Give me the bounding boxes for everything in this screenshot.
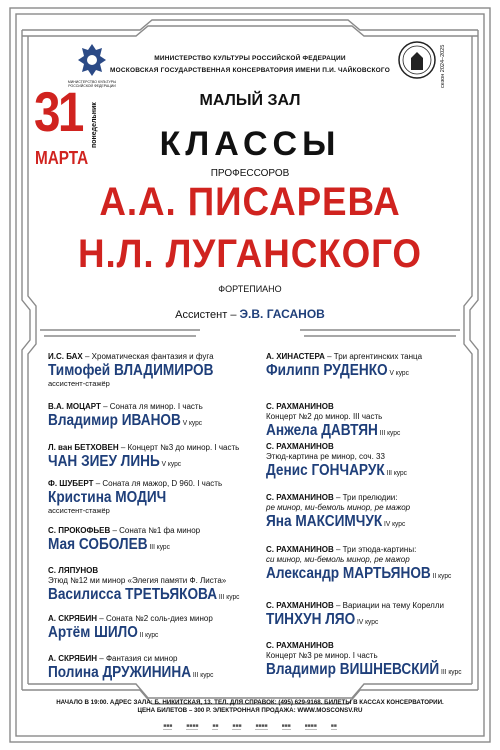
program-work-line <box>266 545 477 555</box>
work-title: – Соната ля минор. I часть <box>100 402 203 411</box>
course-label: III курс <box>377 428 401 437</box>
composer-name: С. РАХМАНИНОВ <box>266 641 334 650</box>
work-title: – Вариации на тему Корелли <box>333 601 444 610</box>
program-item <box>48 479 222 516</box>
performer-name-text: ТИНХУН ЛЯО <box>266 611 356 628</box>
program-item <box>266 641 488 680</box>
program-work-line <box>266 601 444 611</box>
composer-name: А. СКРЯБИН <box>48 614 98 623</box>
performer-name-text: Владимир ВИШНЕВСКИЙ <box>266 661 440 678</box>
program-work-line <box>48 402 223 412</box>
program-item <box>266 545 477 584</box>
program-item <box>48 654 236 683</box>
program-work-line <box>266 402 419 412</box>
program-item <box>48 352 236 389</box>
composer-name: С. РАХМАНИНОВ <box>266 545 334 554</box>
work-title-line-2: Этюд-картина ре минор, соч. 33 <box>266 452 385 461</box>
date-day: 31 <box>34 80 82 143</box>
composer-name: С. РАХМАНИНОВ <box>266 402 334 411</box>
program-work-line <box>48 654 236 664</box>
work-title: – Соната №2 соль-диез минор <box>97 614 213 623</box>
performer-name <box>266 362 409 381</box>
composer-name: А. СКРЯБИН <box>48 654 98 663</box>
course-label: II курс <box>137 630 159 639</box>
program-work-line <box>48 443 239 453</box>
performer-name <box>48 586 239 605</box>
composer-name: И.С. БАХ <box>48 352 83 361</box>
work-title: – Соната №1 фа минор <box>110 526 201 535</box>
program-item <box>266 442 426 481</box>
performer-name-text: Филипп РУДЕНКО <box>266 362 388 379</box>
composer-name: С. ПРОКОФЬЕВ <box>48 526 111 535</box>
course-label: III курс <box>439 667 462 676</box>
performer-name <box>266 565 451 584</box>
work-title-line-2: си минор, ми-бемоль минор, ре мажор <box>266 555 410 564</box>
ministry-header <box>0 53 500 77</box>
performer-name-text: Александр МАРТЬЯНОВ <box>266 565 431 582</box>
date-weekday: понедельник <box>91 102 98 148</box>
footer-line-2: ЦЕНА БИЛЕТОВ – 300 Р. ЭЛЕКТРОННАЯ ПРОДАЖА: WWW.MOSCONSV.RU <box>137 707 363 714</box>
performer-name-text: Тимофей ВЛАДИМИРОВ <box>48 362 214 379</box>
composer-name: Л. ван БЕТХОВЕН <box>48 443 119 452</box>
assistant-label: Ассистент – <box>175 309 240 321</box>
composer-name: С. РАХМАНИНОВ <box>266 493 334 502</box>
hall-name: МАЛЫЙ ЗАЛ <box>199 92 301 109</box>
course-label: IV курс <box>382 519 406 528</box>
work-title: – Фантазия си минор <box>97 654 178 663</box>
composer-name: С. РАХМАНИНОВ <box>266 601 334 610</box>
performer-name-text: Владимир ИВАНОВ <box>48 412 181 429</box>
program-item <box>266 493 424 532</box>
course-label: V курс <box>387 368 409 377</box>
program-work-line <box>48 526 200 536</box>
work-title: – Концерт №3 до минор. I часть <box>118 443 240 452</box>
performer-name-text: Анжела ДАВТЯН <box>266 422 378 439</box>
course-label: III курс <box>384 468 407 477</box>
program-work-line <box>48 352 236 362</box>
performer-name <box>266 661 461 680</box>
sponsors-bar <box>0 723 500 730</box>
program-item <box>48 526 200 555</box>
footer-line-1: НАЧАЛО В 19:00. АДРЕС ЗАЛА: Б. НИКИТСКАЯ, 13. ТЕЛ. ДЛЯ СПРАВОК: (495) 629-9168. БИЛЕТЫ В КАССАХ КОНСЕРВАТОРИИ. <box>56 699 444 706</box>
professors-label: ПРОФЕССОРОВ <box>210 168 290 179</box>
performer-name <box>48 453 216 472</box>
composer-name: Ф. ШУБЕРТ <box>48 479 94 488</box>
performer-name <box>48 536 182 555</box>
performer-name-text: Яна МАКСИМЧУК <box>266 513 383 530</box>
program-work-line <box>266 493 424 503</box>
performer-name-text: ЧАН ЗИЕУ ЛИНЬ <box>48 453 160 470</box>
work-title: – Три прелюдии: <box>333 493 398 502</box>
program-item <box>48 443 239 472</box>
classes-title: КЛАССЫ <box>159 125 341 163</box>
composer-name: В.А. МОЦАРТ <box>48 402 101 411</box>
status-label: ассистент-стажёр <box>48 379 110 388</box>
program-work-line <box>48 566 266 576</box>
footer-info <box>0 699 500 715</box>
work-title: – Три этюда-картины: <box>333 545 417 554</box>
performer-name <box>266 422 400 441</box>
sponsor-logo: ■■■ <box>232 723 242 729</box>
season-label: сезон 2024–2025 <box>440 44 446 88</box>
work-title: – Соната ля мажор, D 960. I часть <box>93 479 223 488</box>
performer-name-text: Артём ШИЛО <box>48 624 138 641</box>
program-work-line <box>48 614 213 624</box>
composer-name: А. ХИНАСТЕРА <box>266 352 325 361</box>
assistant-line <box>0 307 500 321</box>
sponsor-logo: ■■■■ <box>255 723 268 729</box>
performer-name-text: Кристина МОДИЧ <box>48 489 167 506</box>
work-title: – Хроматическая фантазия и фуга <box>82 352 214 361</box>
course-label: V курс <box>180 418 203 427</box>
work-title-line-2: Концерт №2 до минор. III часть <box>266 412 383 421</box>
professor-name-1: А.А. ПИСАРЕВА <box>99 180 401 224</box>
work-title-line-2: ре минор, ми-бемоль минор, ре мажор <box>266 503 411 512</box>
sponsor-logo: ■■■■ <box>186 723 199 729</box>
performer-name-text: Мая СОБОЛЕВ <box>48 536 148 553</box>
program-item <box>266 601 444 630</box>
sponsor-logo: ■■■ <box>163 723 173 729</box>
program-work-line <box>266 352 428 362</box>
program-work-line <box>266 442 426 452</box>
performer-name-text: Денис ГОНЧАРУК <box>266 462 385 479</box>
status-label: ассистент-стажёр <box>48 506 110 515</box>
work-title-line-2: Этюд №12 ми минор «Элегия памяти Ф. Листа» <box>48 576 227 585</box>
program-item <box>48 566 266 605</box>
performer-name <box>48 489 201 506</box>
performer-name-text: Василисса ТРЕТЬЯКОВА <box>48 586 218 603</box>
composer-name: С. РАХМАНИНОВ <box>266 442 334 451</box>
program-work-line <box>266 641 488 651</box>
performer-name-text: Полина ДРУЖИНИНА <box>48 664 192 681</box>
course-label: III курс <box>191 670 214 679</box>
ministry-line-2: МОСКОВСКАЯ ГОСУДАРСТВЕННАЯ КОНСЕРВАТОРИЯ ИМЕНИ П.И. ЧАЙКОВСКОГО <box>110 67 390 74</box>
work-title: – Три аргентинских танца <box>324 352 423 361</box>
performer-name <box>48 412 202 431</box>
program-item <box>48 614 213 643</box>
sponsor-logo: ■■■ <box>281 723 291 729</box>
program-item <box>266 352 428 381</box>
ministry-line-1: МИНИСТЕРСТВО КУЛЬТУРЫ РОССИЙСКОЙ ФЕДЕРАЦИИ <box>154 55 346 62</box>
program-item <box>48 402 223 431</box>
work-title-line-2: Концерт №3 ре минор. I часть <box>266 651 378 660</box>
sponsor-logo: ■■ <box>212 723 219 729</box>
date-month: МАРТА <box>35 148 89 168</box>
professor-name-2: Н.Л. ЛУГАНСКОГО <box>78 232 422 276</box>
program-work-line <box>48 479 222 489</box>
performer-name <box>48 624 193 643</box>
sponsor-logo: ■■ <box>330 723 337 729</box>
program-item <box>266 402 419 441</box>
composer-name: С. ЛЯПУНОВ <box>48 566 99 575</box>
performer-name <box>266 513 405 532</box>
performer-name <box>266 462 407 481</box>
course-label: II курс <box>430 571 452 580</box>
performer-name <box>48 362 213 379</box>
course-label: III курс <box>147 542 170 551</box>
assistant-name: Э.В. ГАСАНОВ <box>239 307 325 321</box>
ministry-logo-caption: МИНИСТЕРСТВО КУЛЬТУРЫ РОССИЙСКОЙ ФЕДЕРАЦИИ <box>67 80 117 88</box>
instrument-label: ФОРТЕПИАНО <box>218 284 282 294</box>
sponsor-logo: ■■■■ <box>304 723 317 729</box>
course-label: III курс <box>217 592 240 601</box>
performer-name <box>48 664 213 683</box>
performer-name <box>266 611 423 630</box>
course-label: IV курс <box>355 617 379 626</box>
course-label: V курс <box>159 459 182 468</box>
